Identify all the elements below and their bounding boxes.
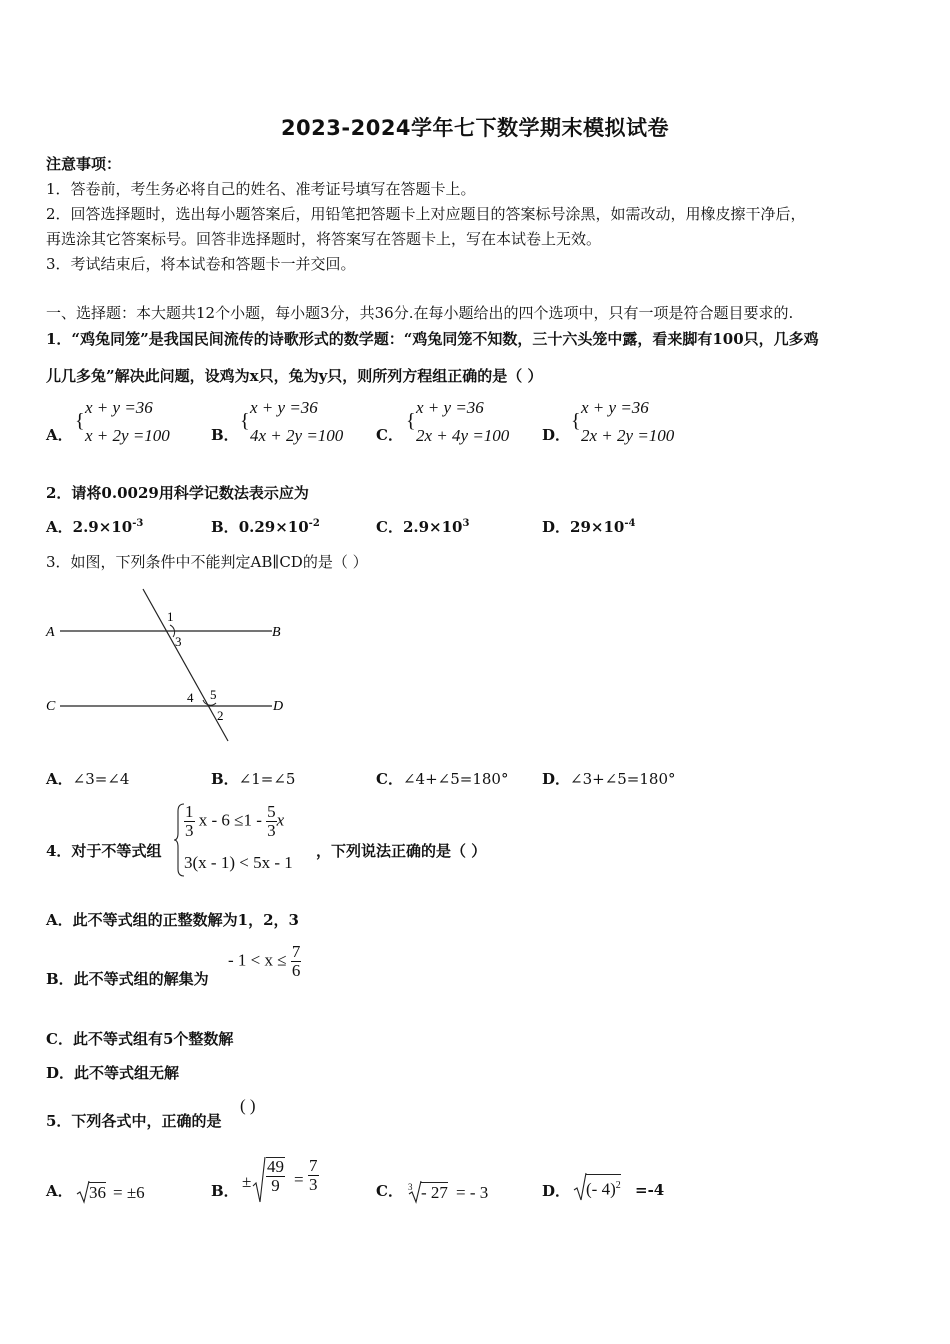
notice-item: 1．答卷前，考生务必将自己的姓名、准考证号填写在答题卡上。 [46,180,476,198]
option-label: D． [542,770,571,788]
brace: { [75,410,85,432]
q4-option-b-math [228,943,301,980]
q3-option-d[interactable] [542,768,676,789]
angle-5-label: 5 [210,687,217,702]
option-value: ∠3=∠4 [72,770,130,788]
option-label: D． [542,426,571,444]
plus-minus: ± [242,1172,252,1191]
q2-option-d[interactable] [542,516,635,537]
fraction-denominator: 3 [185,820,194,840]
right-hand-side: =-4 [635,1181,665,1199]
exponent: -4 [624,518,636,529]
point-b-label: B [272,625,281,640]
exponent: 3 [462,518,470,529]
transversal [143,589,228,741]
option-label: C． [376,1182,403,1200]
option-label: B． [211,426,239,444]
fraction-denominator: 3 [309,1174,318,1194]
point-d-label: D [273,699,284,714]
q4-option-b-label[interactable]: B．此不等式组的解集为 [46,970,209,988]
option-value: 0.29×10 [238,518,309,536]
option-label: B． [211,770,239,788]
q1-stem: 儿几多兔”解决此问题，设鸡为x只，兔为y只，则所列方程组正确的是（ ） [46,367,543,385]
option-label: D． [542,518,571,536]
option-value: 2.9×10 [402,518,463,536]
option-value: ∠1=∠5 [238,770,296,788]
option-label: A． [46,770,73,788]
equation: x + y =36 [416,398,484,417]
fraction-numerator: 7 [291,942,301,961]
angle-4-label: 4 [187,690,194,705]
exponent: 2 [615,1180,621,1191]
q3-option-b[interactable] [211,768,295,789]
inequality-middle: x - 6 ≤1 - [198,810,262,830]
option-value: 29×10 [570,518,625,536]
option-value: ∠3+∠5=180° [570,770,676,788]
brace: { [240,410,250,432]
exponent: -2 [308,518,320,529]
notice-item: 再选涂其它答案标号。回答非选择题时，将答案写在答题卡上，写在本试卷上无效。 [46,230,602,248]
q4-option-a[interactable]: A．此不等式组的正整数解为1，2，3 [46,911,299,929]
q4-stem-prefix: 4．对于不等式组 [46,842,162,860]
fraction-denominator: 6 [291,960,301,980]
notice-item: 3．考试结束后，将本试卷和答题卡一并交回。 [46,255,356,273]
q2-option-a[interactable] [46,516,143,537]
q2-stem: 2．请将0.0029用科学记数法表示应为 [46,484,309,502]
fraction-numerator: 5 [267,802,276,821]
fraction-numerator: 1 [185,802,194,821]
notice-item: 2．回答选择题时，选出每小题答案后，用铅笔把答题卡上对应题目的答案标号涂黑，如需改动，用橡皮擦干净后， [46,205,806,223]
radicand: - 27 [421,1183,448,1202]
sqrt-sign [252,1156,266,1204]
angle-2-label: 2 [217,708,224,723]
sqrt-sign [573,1172,587,1202]
radicand [586,1174,621,1201]
q5-stem: 5．下列各式中，正确的是 [46,1112,222,1130]
result-fraction [308,1157,319,1194]
option-label: B． [211,1182,239,1200]
point-a-label: A [46,625,55,640]
q4-stem-suffix: ，下列说法正确的是（ ） [316,842,487,860]
page-title: 2023-2024学年七下数学期末模拟试卷 [280,116,670,140]
angle-3-label: 3 [175,634,182,649]
brace: { [406,410,416,432]
equals-sign: = [294,1170,304,1189]
option-label: C． [376,426,403,444]
q1-stem: 1．“鸡兔同笼”是我国民间流传的诗歌形式的数学题：“鸡兔同笼不知数，三十六头笼中露，看来脚有100只，几多鸡 [46,330,819,348]
q3-figure [40,585,300,750]
q3-option-a[interactable] [46,768,129,789]
equation: x + y =36 [250,398,318,417]
root-index: 3 [408,1182,413,1192]
fraction-numerator: 49 [267,1157,284,1176]
equation: x + y =36 [85,398,153,417]
option-value: ∠4+∠5=180° [402,770,509,788]
radicand-fraction [266,1157,285,1195]
option-label: D． [542,1182,571,1200]
section-heading: 一、选择题：本大题共12个小题，每小题3分，共36分.在每小题给出的四个选项中，只有一项是符合题目要求的. [46,304,794,322]
fraction-denominator: 3 [267,820,276,840]
inequality-left: - 1 < x ≤ [228,950,287,970]
equation: 2x + 2y =100 [581,426,675,445]
q3-stem: 3．如图，下列条件中不能判定AB∥CD的是（ ） [46,553,368,571]
q4-option-c[interactable]: C．此不等式组有5个整数解 [46,1030,234,1048]
point-c-label: C [46,699,56,714]
option-label: A． [46,518,73,536]
equation: x + 2y =100 [85,426,170,445]
option-label: B． [211,518,239,536]
q3-option-c[interactable] [376,768,508,789]
cube-root-sign [408,1180,422,1204]
option-label: A． [46,426,73,444]
option-label: C． [376,518,403,536]
variable: x [276,810,285,830]
angle-1-label: 1 [167,609,174,624]
option-label: A． [46,1182,73,1200]
radicand: 36 [89,1183,106,1202]
brace: { [571,410,581,432]
fraction-denominator: 9 [271,1175,280,1195]
sqrt-sign [76,1180,90,1204]
inequality-1 [184,803,284,840]
equation: x + y =36 [581,398,649,417]
fraction-numerator: 7 [309,1156,318,1175]
q5-answer-paren: ( ) [240,1096,256,1115]
option-value: 2.9×10 [72,518,133,536]
notice-heading: 注意事项： [46,155,122,173]
radicand-base: (- 4) [586,1179,616,1199]
q2-option-b[interactable] [211,516,320,537]
inequality-2: 3(x - 1) < 5x - 1 [184,853,293,872]
option-label: C． [376,770,403,788]
q4-option-d[interactable]: D．此不等式组无解 [46,1064,180,1082]
q2-option-c[interactable] [376,516,469,537]
equation: 2x + 4y =100 [416,426,510,445]
exponent: -3 [132,518,144,529]
right-hand-side: = - 3 [456,1183,489,1202]
equation: 4x + 2y =100 [250,426,344,445]
right-hand-side: = ±6 [113,1183,145,1202]
